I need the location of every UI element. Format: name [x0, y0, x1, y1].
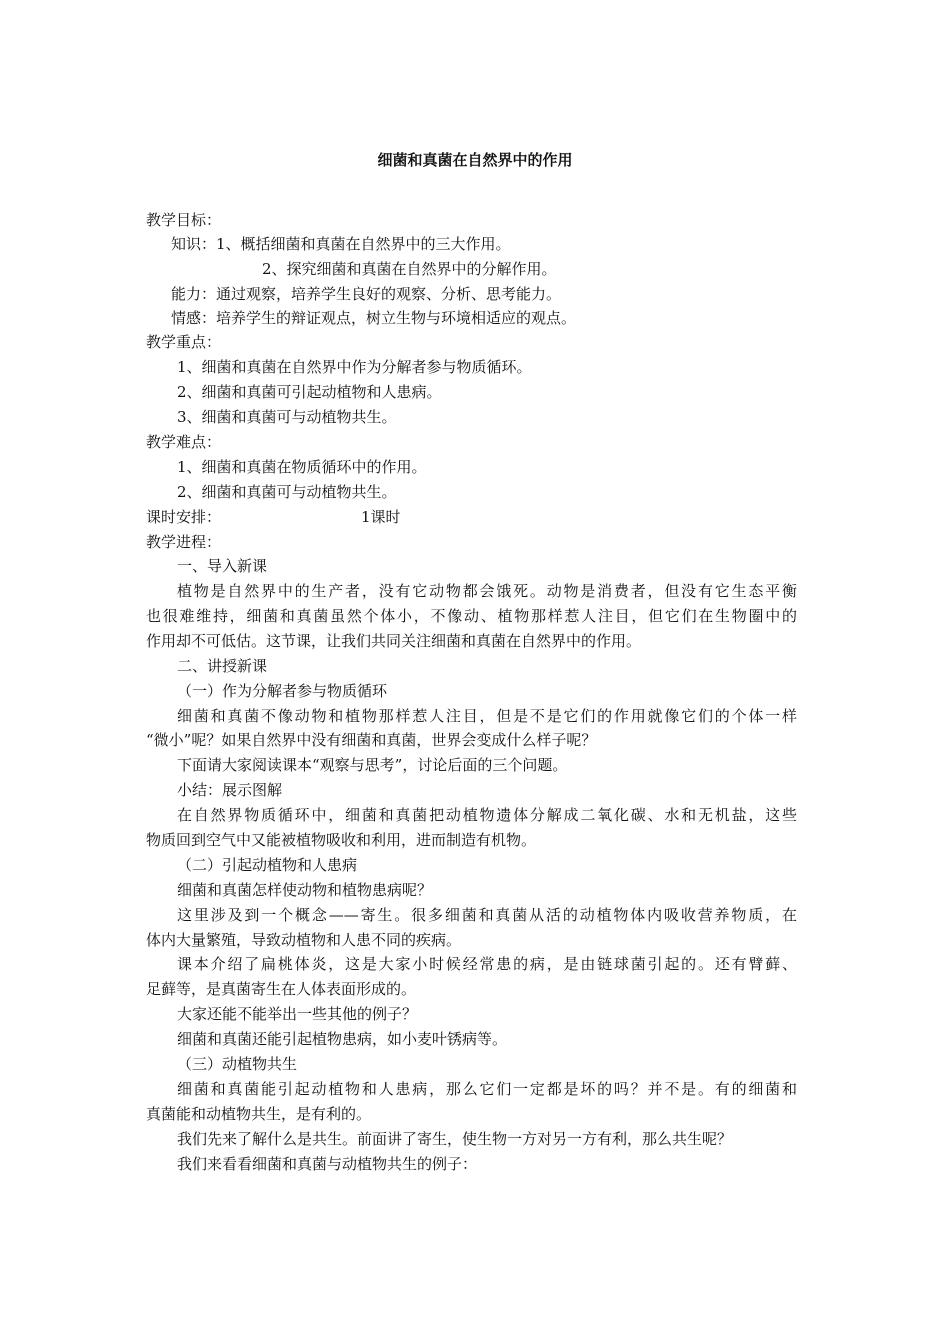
section-heading: （二）引起动植物和人患病	[177, 856, 358, 874]
paragraph-line: 作用却不可低估。这节课，让我们共同关注细菌和真菌在自然界中的作用。	[146, 632, 642, 650]
paragraph-line: 体内大量繁殖，导致动植物和人患不同的疾病。	[146, 931, 462, 949]
difficulty-item: 1、细菌和真菌在物质循环中的作用。	[177, 458, 427, 476]
paragraph-line: 细菌和真菌能引起动植物和人患病，那么它们一定都是坏的吗？并不是。有的细菌和	[177, 1080, 797, 1098]
difficulty-item: 2、细菌和真菌可与动植物共生。	[177, 483, 397, 501]
paragraph-line: 我们先来了解什么是共生。前面讲了寄生，使生物一方对另一方有利，那么共生呢？	[177, 1130, 733, 1148]
goal-ability: 能力：通过观察，培养学生良好的观察、分析、思考能力。	[171, 285, 562, 303]
schedule-label: 课时安排：	[146, 508, 222, 526]
goal-knowledge-1: 知识：1、概括细菌和真菌在自然界中的三大作用。	[171, 235, 511, 253]
paragraph-line: 植物是自然界中的生产者，没有它动物都会饿死。动物是消费者，但没有它生态平衡	[177, 582, 797, 600]
paragraph-line: 我们来看看细菌和真菌与动植物共生的例子：	[177, 1155, 478, 1173]
paragraph-line: 这里涉及到一个概念——寄生。很多细菌和真菌从活的动植物体内吸收营养物质，在	[177, 906, 797, 924]
paragraph-line: 物质回到空气中又能被植物吸收和利用，进而制造有机物。	[146, 831, 537, 849]
section-heading: （一）作为分解者参与物质循环	[177, 682, 388, 700]
part2-heading: 二、讲授新课	[177, 657, 268, 675]
goal-knowledge-2: 2、探究细菌和真菌在自然界中的分解作用。	[262, 260, 557, 278]
difficulty-heading: 教学难点：	[146, 433, 222, 451]
paragraph-line: 细菌和真菌还能引起植物患病，如小麦叶锈病等。	[177, 1030, 508, 1048]
schedule-value: 1课时	[361, 508, 401, 526]
key-point: 1、细菌和真菌在自然界中作为分解者参与物质循环。	[177, 358, 532, 376]
paragraph-line: 小结：展示图解	[177, 781, 283, 799]
paragraph-line: 大家还能不能举出一些其他的例子？	[177, 1005, 418, 1023]
process-heading: 教学进程：	[146, 533, 222, 551]
paragraph-line: “微小”呢？如果自然界中没有细菌和真菌，世界会变成什么样子呢？	[146, 731, 597, 749]
goals-heading: 教学目标：	[146, 211, 222, 229]
paragraph-line: 课本介绍了扁桃体炎，这是大家小时候经常患的病，是由链球菌引起的。还有臂藓、	[177, 955, 797, 973]
key-point: 3、细菌和真菌可与动植物共生。	[177, 408, 397, 426]
paragraph-line: 在自然界物质循环中，细菌和真菌把动植物遗体分解成二氧化碳、水和无机盐，这些	[177, 806, 797, 824]
paragraph-line: 细菌和真菌怎样使动物和植物患病呢？	[177, 881, 433, 899]
paragraph-line: 下面请大家阅读课本“观察与思考”，讨论后面的三个问题。	[177, 756, 568, 774]
section-heading: （三）动植物共生	[177, 1055, 298, 1073]
paragraph-line: 真菌能和动植物共生，是有利的。	[146, 1105, 372, 1123]
key-point: 2、细菌和真菌可引起动植物和人患病。	[177, 383, 442, 401]
part1-heading: 一、导入新课	[177, 557, 268, 575]
key-heading: 教学重点：	[146, 333, 222, 351]
paragraph-line: 细菌和真菌不像动物和植物那样惹人注目，但是不是它们的作用就像它们的个体一样	[177, 707, 797, 725]
paragraph-line: 足藓等，是真菌寄生在人体表面形成的。	[146, 980, 417, 998]
paragraph-line: 也很难维持，细菌和真菌虽然个体小，不像动、植物那样惹人注目，但它们在生物圈中的	[146, 607, 797, 625]
document-title: 细菌和真菌在自然界中的作用	[377, 151, 573, 169]
goal-emotion: 情感：培养学生的辩证观点，树立生物与环境相适应的观点。	[171, 309, 577, 327]
